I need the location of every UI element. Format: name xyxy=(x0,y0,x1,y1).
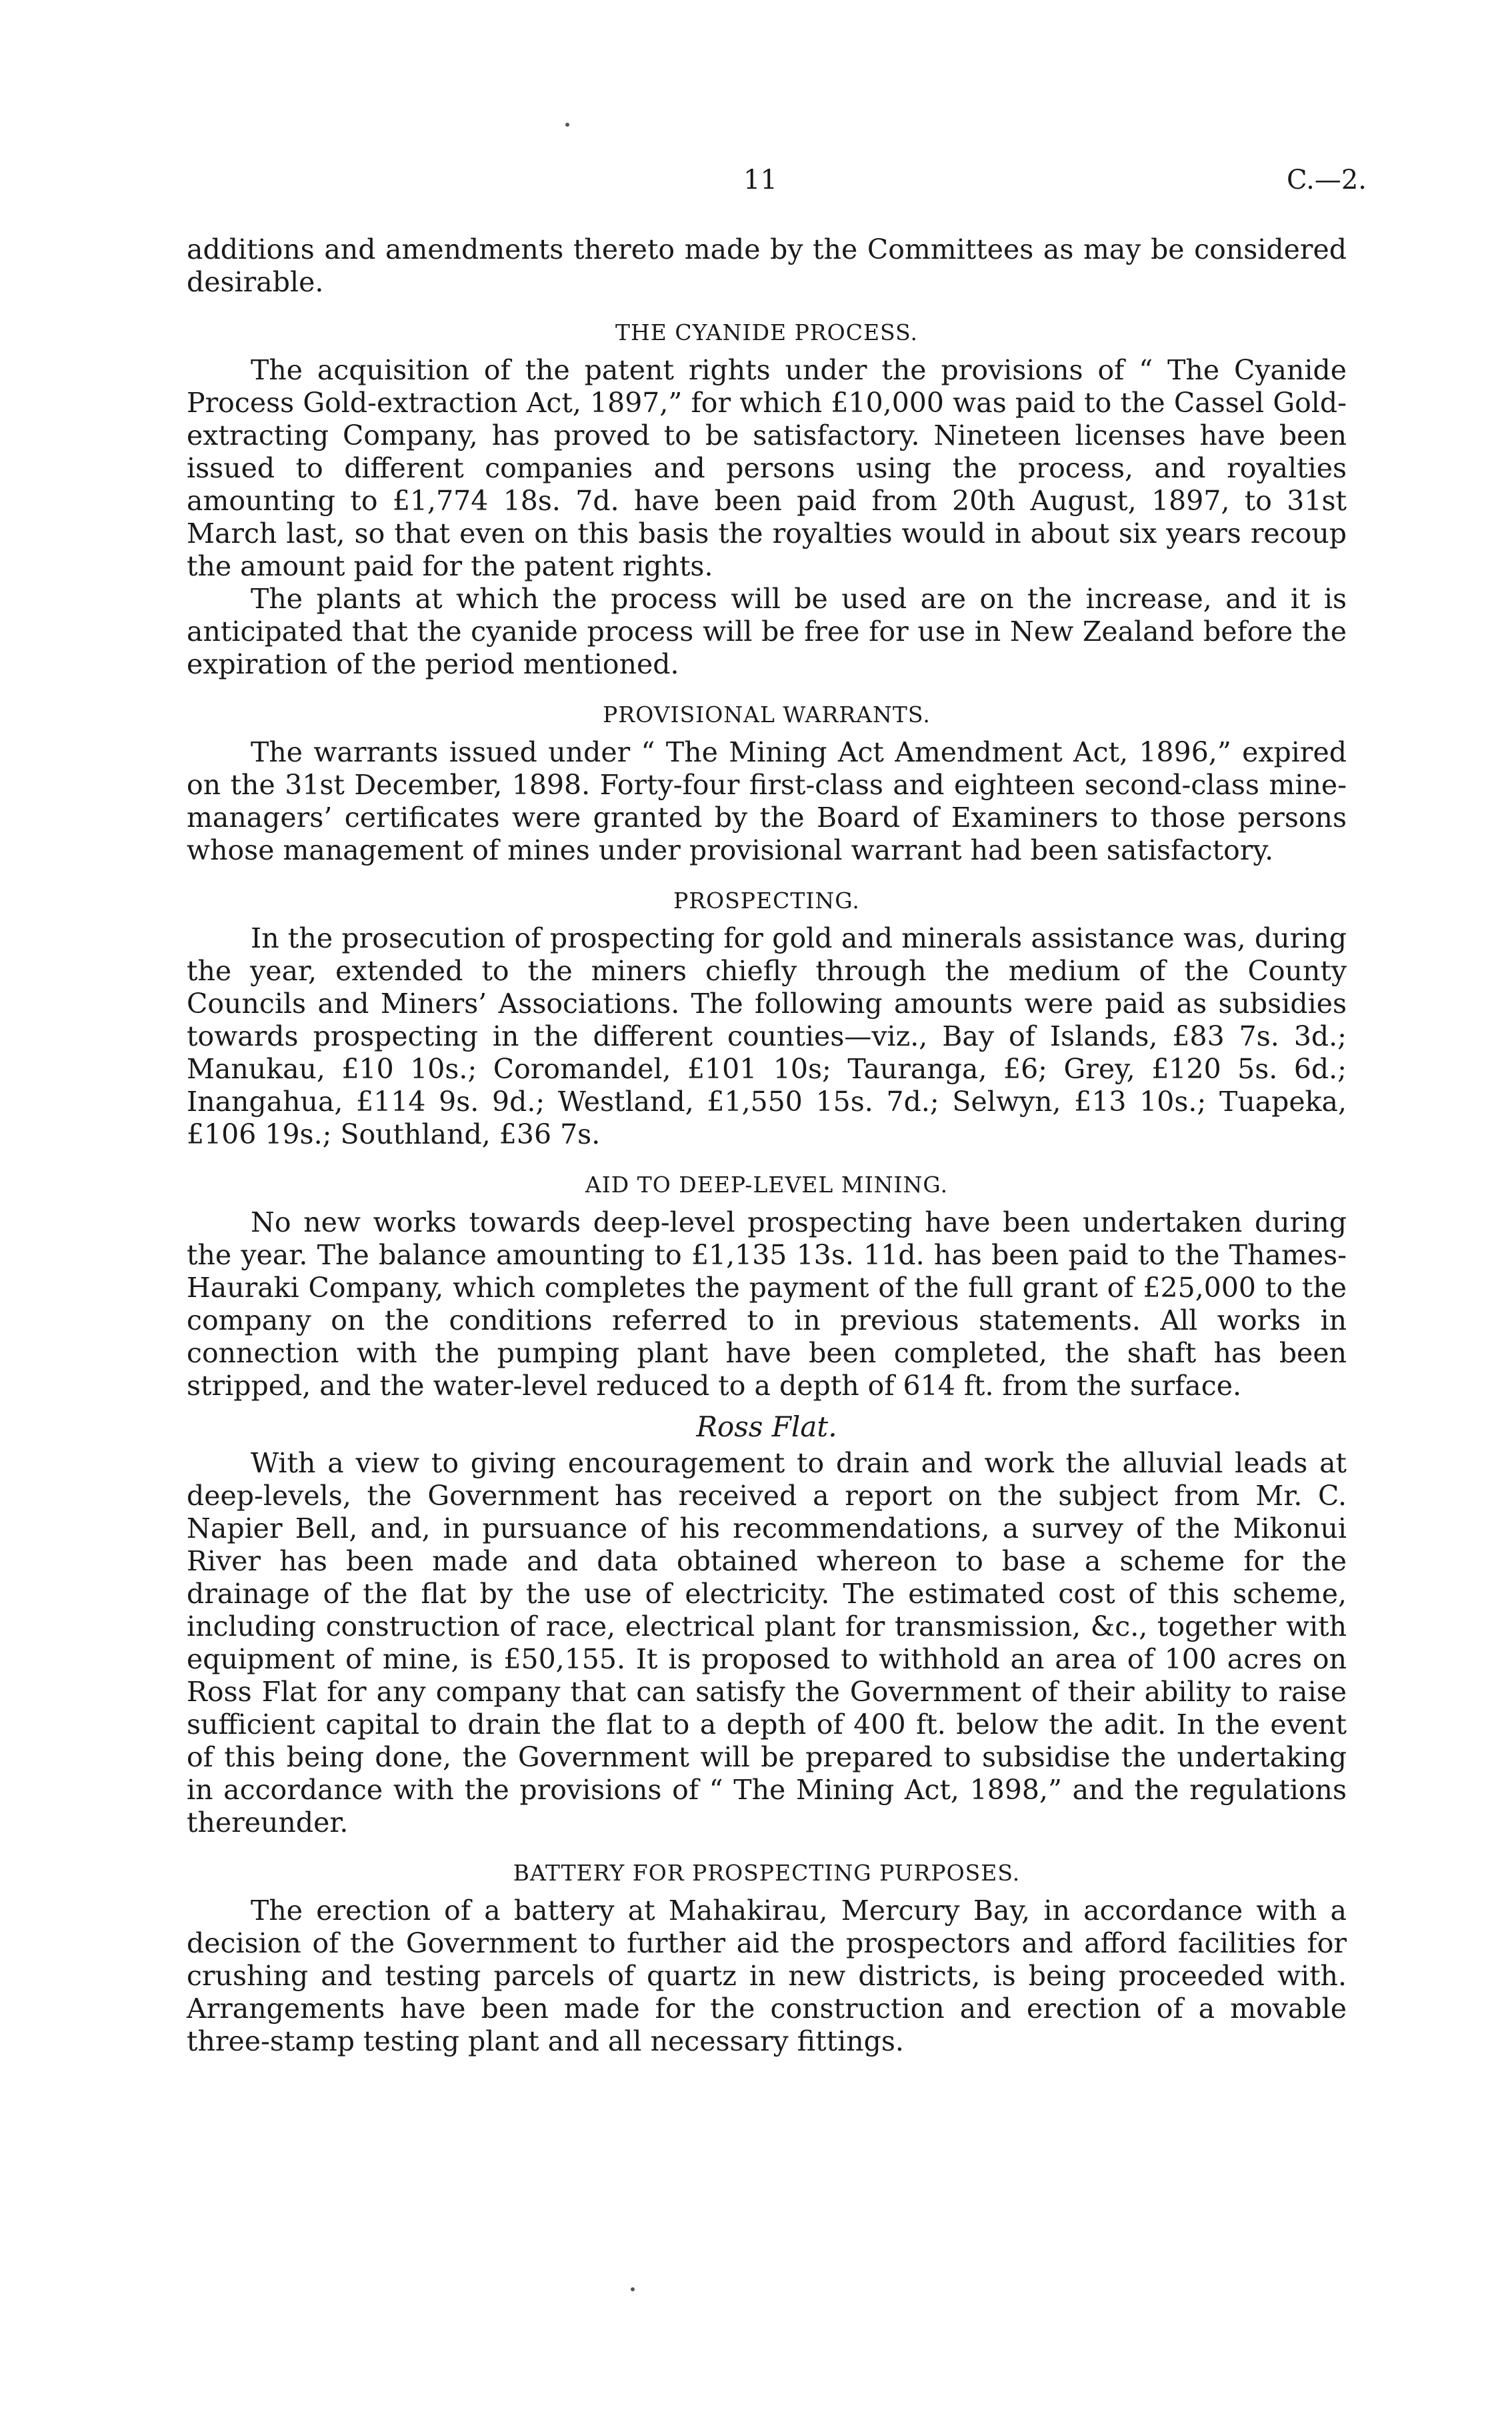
cyanide-paragraph-1: The acquisition of the patent rights under the provisions of “ The Cyanide Process Gold-extraction Act, 1897,” for which £10,000 was paid to the Cassel Gold-extracting Company, has proved to be satisfactory. Nineteen licenses have been issued to different companies and persons using the process, and royalties amounting to £1,774 18s. 7d. have been paid from 20th August, 1897, to 31st March last, so that even on this basis the royalties would in about six years recoup the amount paid for the patent rights. xyxy=(187,354,1347,582)
page-number: 11 xyxy=(743,165,777,195)
ross-flat-paragraph: With a view to giving encouragement to drain and work the alluvial leads at deep-levels, the Government has received a report on the subject from Mr. C. Napier Bell, and, in pursuance of his recommendations, a survey of the Mikonui River has been made and data obtained whereon to base a scheme for the drainage of the flat by the use of electricity. The estimated cost of this scheme, including construction of race, electrical plant for transmission, &c., together with equipment of mine, is £50,155. It is proposed to withhold an area of 100 acres on Ross Flat for any company that can satisfy the Government of their ability to raise sufficient capital to drain the flat to a depth of 400 ft. below the adit. In the event of this being done, the Government will be prepared to subsidise the undertaking in accordance with the provisions of “ The Mining Act, 1898,” and the regulations thereunder. xyxy=(187,1447,1347,1839)
warrants-paragraph: The warrants issued under “ The Mining Act Amendment Act, 1896,” expired on the 31st December, 1898. Forty-four first-class and eighteen second-class mine-managers’ certificates were granted by the Board of Examiners to those persons whose management of mines under provisional warrant had been satisfactory. xyxy=(187,736,1347,866)
heading-cyanide-process: THE CYANIDE PROCESS. xyxy=(615,319,918,345)
document-body xyxy=(187,233,1347,2058)
cyanide-paragraph-2: The plants at which the process will be used are on the increase, and it is anticipated that the cyanide process will be free for use in New Zealand before the expiration of the period mentioned. xyxy=(187,583,1347,680)
heading-provisional-warrants: PROVISIONAL WARRANTS. xyxy=(603,702,931,728)
prospecting-paragraph: In the prosecution of prospecting for gold and minerals assistance was, during the year, extended to the miners chiefly through the medium of the County Councils and Miners’ Associations. The following amounts were paid as subsidies towards prospecting in the different counties—viz., Bay of Islands, £83 7s. 3d.; Manukau, £10 10s.; Coromandel, £101 10s; Tauranga, £6; Grey, £120 5s. 6d.; Inangahua, £114 9s. 9d.; Westland, £1,550 15s. 7d.; Selwyn, £13 10s.; Tuapeka, £106 19s.; Southland, £36 7s. xyxy=(187,922,1347,1150)
ink-speck xyxy=(631,2287,635,2291)
running-head xyxy=(0,160,1512,200)
heading-deep-level-mining: AID TO DEEP-LEVEL MINING. xyxy=(585,1172,949,1198)
battery-paragraph: The erection of a battery at Mahakirau, Mercury Bay, in accordance with a decision of the Government to further aid the prospectors and afford facilities for crushing and testing parcels of quartz in new districts, is being proceeded with. Arrangements have been made for the construction and erection of a movable three-stamp testing plant and all necessary fittings. xyxy=(187,1895,1347,2057)
document-reference: C.—2. xyxy=(1286,165,1367,195)
heading-prospecting: PROSPECTING. xyxy=(673,888,860,914)
intro-paragraph: additions and amendments thereto made by the Committees as may be considered desirable. xyxy=(187,233,1347,298)
ink-speck xyxy=(565,123,569,127)
heading-battery-prospecting: BATTERY FOR PROSPECTING PURPOSES. xyxy=(513,1860,1021,1886)
deep-level-paragraph: No new works towards deep-level prospecting have been undertaken during the year. The balance amounting to £1,135 13s. 11d. has been paid to the Thames-Hauraki Company, which completes the payment of the full grant of £25,000 to the company on the conditions referred to in previous statements. All works in connection with the pumping plant have been completed, the shaft has been stripped, and the water-level reduced to a depth of 614 ft. from the surface. xyxy=(187,1206,1347,1402)
subheading-ross-flat: Ross Flat. xyxy=(696,1410,837,1443)
